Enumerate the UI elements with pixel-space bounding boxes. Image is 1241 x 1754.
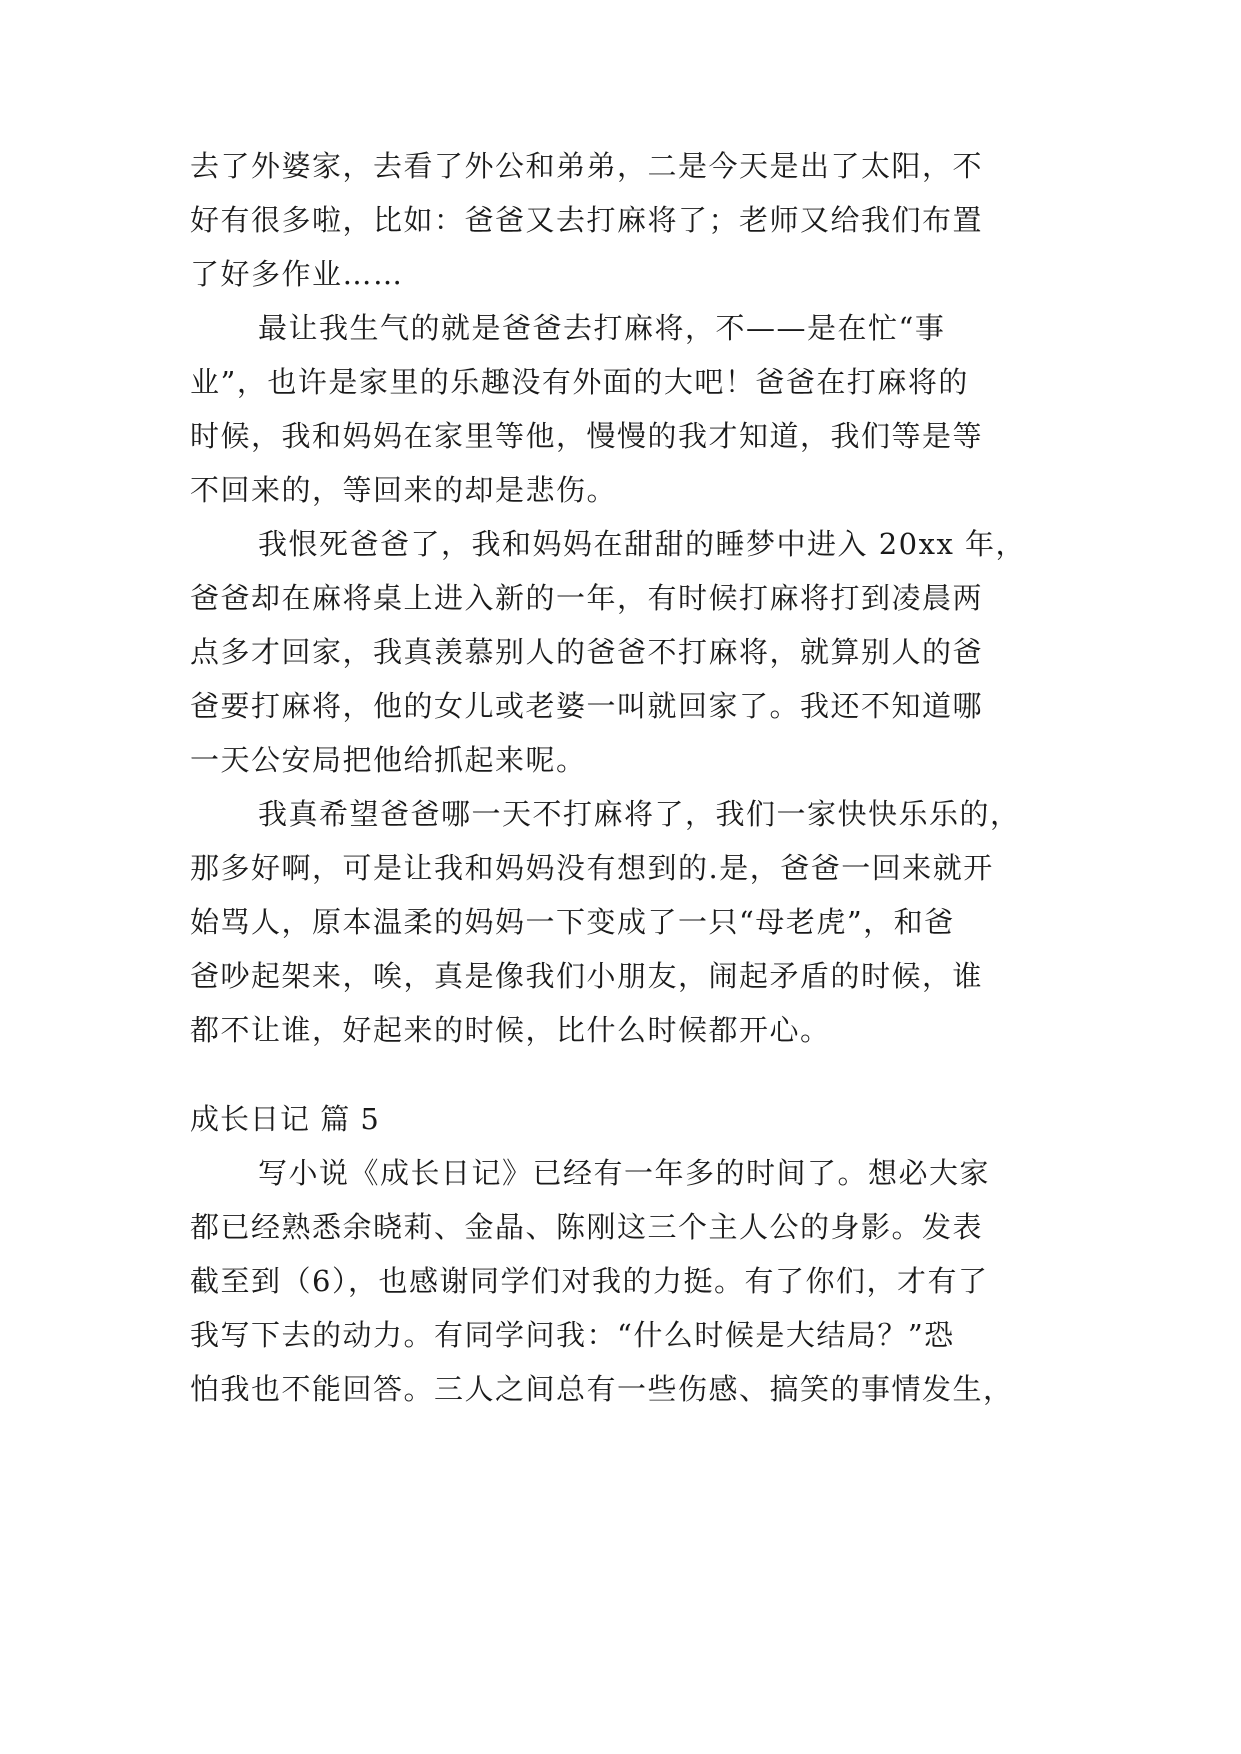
- text-line: 都已经熟悉余晓莉、金晶、陈刚这三个主人公的身影。发表: [190, 1210, 984, 1244]
- text-line: 我恨死爸爸了，我和妈妈在甜甜的睡梦中进入 20xx 年，: [258, 527, 1027, 561]
- text-line: 爸爸却在麻将桌上进入新的一年，有时候打麻将打到凌晨两: [190, 581, 984, 615]
- text-line: 好有很多啦，比如：爸爸又去打麻将了；老师又给我们布置: [190, 203, 984, 237]
- text-line: 都不让谁，好起来的时候，比什么时候都开心。: [190, 1013, 831, 1047]
- text-line: 怕我也不能回答。三人之间总有一些伤感、搞笑的事情发生，: [190, 1372, 1014, 1406]
- text-line: 我写下去的动力。有同学问我：“什么时候是大结局？”恐: [190, 1318, 955, 1352]
- text-line: 写小说《成长日记》已经有一年多的时间了。想必大家: [258, 1156, 991, 1190]
- text-line: 截至到（6），也感谢同学们对我的力挺。有了你们，才有了: [190, 1264, 989, 1298]
- text-line: 爸吵起架来，唉，真是像我们小朋友，闹起矛盾的时候，谁: [190, 959, 984, 993]
- text-line: 爸要打麻将，他的女儿或老婆一叫就回家了。我还不知道哪: [190, 689, 984, 723]
- section-heading: 成长日记 篇 5: [190, 1102, 380, 1136]
- text-line: 一天公安局把他给抓起来呢。: [190, 743, 587, 777]
- text-line: 不回来的，等回来的却是悲伤。: [190, 473, 618, 507]
- text-line: 我真希望爸爸哪一天不打麻将了，我们一家快快乐乐的，: [258, 797, 1021, 831]
- text-line: 那多好啊，可是让我和妈妈没有想到的.是，爸爸一回来就开: [190, 851, 994, 885]
- text-line: 始骂人，原本温柔的妈妈一下变成了一只“母老虎”，和爸: [190, 905, 955, 939]
- text-line: 点多才回家，我真羡慕别人的爸爸不打麻将，就算别人的爸: [190, 635, 984, 669]
- text-line: 最让我生气的就是爸爸去打麻将，不——是在忙“事: [258, 311, 946, 345]
- text-line: 时候，我和妈妈在家里等他，慢慢的我才知道，我们等是等: [190, 419, 984, 453]
- text-line: 去了外婆家，去看了外公和弟弟，二是今天是出了太阳，不: [190, 149, 984, 183]
- text-line: 业”，也许是家里的乐趣没有外面的大吧！爸爸在打麻将的: [190, 365, 969, 399]
- text-line: 了好多作业……: [190, 257, 404, 291]
